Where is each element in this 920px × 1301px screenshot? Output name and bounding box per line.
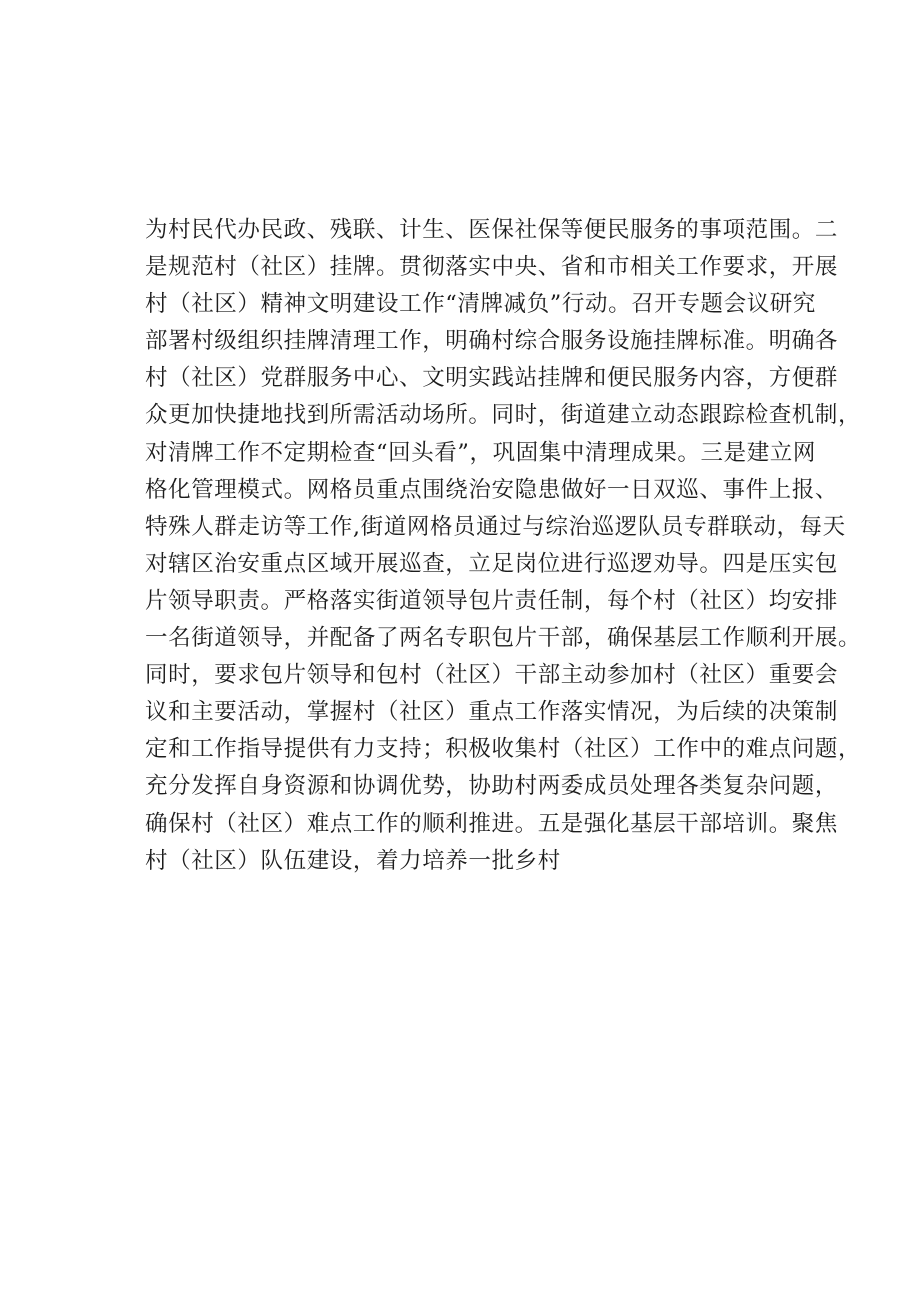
- text-line: 村（社区）党群服务中心、文明实践站挂牌和便民服务内容，方便群: [145, 365, 839, 392]
- text-line: 定和工作指导提供有力支持；积极收集村（社区）工作中的难点问题，: [145, 736, 862, 763]
- text-line: 同时，要求包片领导和包村（社区）干部主动参加村（社区）重要会: [145, 662, 839, 689]
- text-line: 确保村（社区）难点工作的顺利推进。五是强化基层干部培训。聚焦: [145, 810, 839, 837]
- text-line: 村（社区）队伍建设，着力培养一批乡村: [145, 847, 561, 874]
- text-line: 充分发挥自身资源和协调优势，协助村两委成员处理各类复杂问题，: [145, 773, 839, 800]
- text-line: 为村民代办民政、残联、计生、医保社保等便民服务的事项范围。二: [145, 217, 839, 243]
- text-line: 对清牌工作不定期检查“回头看”，巩固集中清理成果。三是建立网: [145, 439, 817, 466]
- text-line: 是规范村（社区）挂牌。贯彻落实中央、省和市相关工作要求，开展: [145, 254, 839, 281]
- body-paragraph: [145, 212, 862, 880]
- text-line: 部署村级组织挂牌清理工作，明确村综合服务设施挂牌标准。明确各: [145, 328, 839, 355]
- text-line: 众更加快捷地找到所需活动场所。同时，街道建立动态跟踪检查机制，: [145, 402, 862, 429]
- text-line: 村（社区）精神文明建设工作“清牌减负”行动。召开专题会议研究: [145, 291, 817, 318]
- text-line: 对辖区治安重点区域开展巡查，立足岗位进行巡逻劝导。四是压实包: [145, 550, 839, 577]
- text-line: 议和主要活动，掌握村（社区）重点工作落实情况，为后续的决策制: [145, 699, 839, 726]
- text-line: 一名街道领导，并配备了两名专职包片干部，确保基层工作顺利开展。: [145, 625, 862, 652]
- text-line: 格化管理模式。网格员重点围绕治安隐患做好一日双巡、事件上报、: [145, 476, 839, 503]
- text-line: 片领导职责。严格落实街道领导包片责任制，每个村（社区）均安排: [145, 587, 839, 614]
- text-line: 特殊人群走访等工作,街道网格员通过与综治巡逻队员专群联动，每天: [145, 513, 846, 540]
